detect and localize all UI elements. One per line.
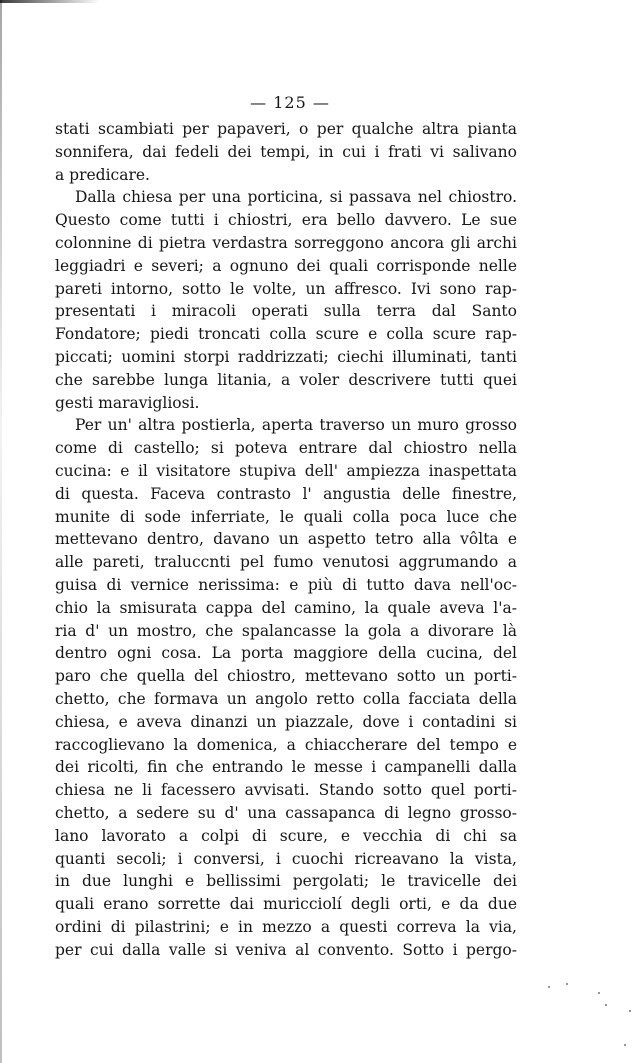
scan-edge-left: [0, 0, 2, 1063]
text-line: stati scambiati per papaveri, o per qualche altra pianta: [55, 120, 517, 138]
text-line: cucina: e il visitatore stupiva dell' ampiezza inaspettata: [55, 461, 517, 480]
text-line: quali erano sorrette dai muricciolí degli orti, e da due: [55, 895, 517, 914]
scan-speck: [598, 992, 600, 994]
text-line: ordini di pilastrini; e in mezzo a questi correva la via,: [55, 917, 517, 936]
text-line: chetto, che formava un angolo retto colla facciata della: [55, 689, 517, 708]
text-line: chiesa ne li facessero avvisati. Stando sotto quel porti-: [55, 781, 517, 800]
text-line: leggiadri e severi; a ognuno dei quali corrisponde nelle: [55, 256, 517, 275]
scan-speck: [629, 1010, 631, 1012]
text-line: Fondatore; piedi troncati colla scure e colla scure rap-: [55, 325, 517, 344]
text-line: in due lunghi e bellissimi pergolati; le travicelle dei: [55, 872, 517, 891]
text-line: alle pareti, traluccnti pel fumo venutosi aggrumando a: [55, 553, 517, 572]
text-line: presentati i miracoli operati sulla terra dal Santo: [55, 302, 517, 321]
text-line: di questa. Faceva contrasto l' angustia delle finestre,: [55, 484, 517, 503]
text-line: munite di sode inferriate, le quali colla poca luce che: [55, 507, 517, 526]
text-line: chetto, a sedere su d' una cassapanca di legno grosso-: [55, 803, 517, 822]
text-line: ria d' un mostro, che spalancasse la gola a divorare là: [55, 621, 517, 640]
scan-edge-top: [0, 0, 100, 3]
text-line: paro che quella del chiostro, mettevano sotto un porti-: [55, 667, 517, 686]
text-line: piccati; uomini storpi raddrizzati; ciechi illuminati, tanti: [55, 347, 517, 366]
text-line: pareti intorno, sotto le volte, un affresco. Ivi sono rap-: [55, 279, 517, 298]
body-text: [55, 118, 517, 961]
text-line: come di castello; si poteva entrare dal chiostro nella: [55, 439, 517, 458]
text-line: chiesa, e aveva dinanzi un piazzale, dove i contadini si: [55, 712, 517, 731]
text-line: mettevano dentro, davano un aspetto tetro alla vôlta e: [55, 530, 517, 549]
text-line: raccoglievano la domenica, a chiaccherare del tempo e: [55, 735, 517, 754]
text-line: chio la smisurata cappa del camino, la quale aveva l'a-: [55, 598, 517, 617]
text-line: gesti maravigliosi.: [55, 393, 200, 412]
text-line: colonnine di pietra verdastra sorreggono ancora gli archi: [55, 233, 517, 252]
text-line: quanti secoli; i conversi, i cuochi ricreavano la vista,: [55, 849, 517, 868]
scan-speck: [605, 1004, 607, 1006]
text-line: Questo come tutti i chiostri, era bello davvero. Le sue: [55, 211, 517, 230]
text-line: Dalla chiesa per una porticina, si passava nel chiostro.: [75, 188, 517, 207]
scan-speck: [624, 1044, 626, 1046]
scan-speck: [566, 983, 568, 985]
text-line: per cui dalla valle si veniva al convento. Sotto i pergo-: [55, 940, 517, 959]
text-line: dentro ogni cosa. La porta maggiore della cucina, del: [55, 644, 517, 663]
scan-speck: [548, 986, 550, 988]
text-line: che sarebbe lunga litania, a voler descrivere tutti quei: [55, 370, 517, 389]
text-line: Per un' altra postierla, aperta traverso un muro grosso: [75, 416, 517, 435]
text-line: sonnifera, dai fedeli dei tempi, in cui i frati vi salivano: [55, 142, 517, 161]
text-line: guisa di vernice nerissima: e più di tutto dava nell'oc-: [55, 575, 517, 594]
page-number: — 125 —: [250, 93, 330, 112]
text-line: lano lavorato a colpi di scure, e vecchia di chi sa: [55, 826, 517, 845]
text-line: a predicare.: [55, 165, 150, 184]
text-line: dei ricolti, fin che entrando le messe i campanelli dalla: [55, 758, 517, 777]
